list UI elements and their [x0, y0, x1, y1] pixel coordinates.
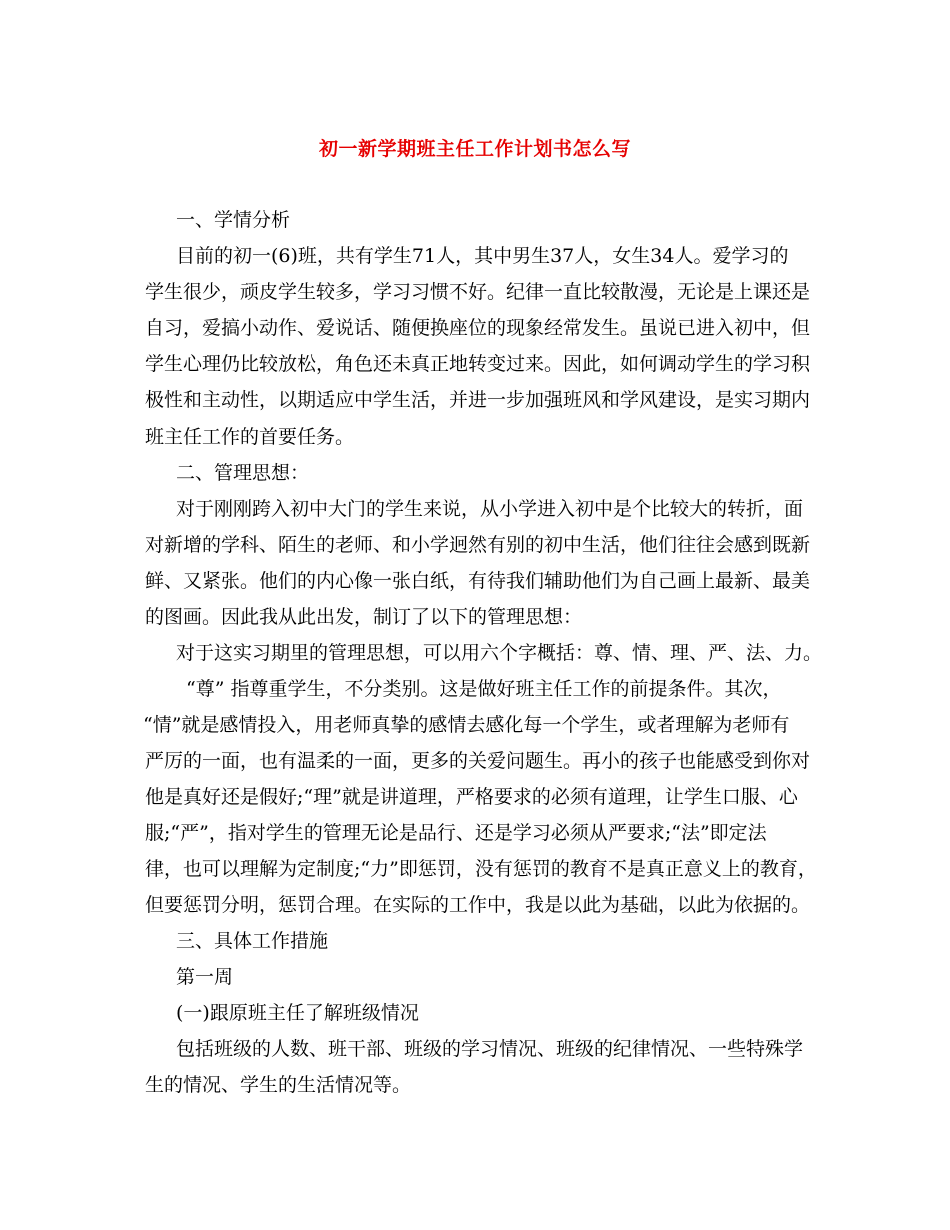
paragraph-line: 鲜、又紧张。他们的内心像一张白纸，有待我们辅助他们为自己画上最新、最美	[145, 570, 811, 592]
paragraph-line: 生的情况、学生的生活情况等。	[145, 1074, 412, 1096]
paragraph-line: “情”就是感情投入，用老师真挚的感情去感化每一个学生，或者理解为老师有	[143, 714, 790, 736]
paragraph-line: “尊” 指尊重学生，不分类别。这是做好班主任工作的前提条件。其次，	[186, 678, 782, 700]
subheading-item: (一)跟原班主任了解班级情况	[176, 1002, 419, 1024]
section-heading-1: 一、学情分析	[176, 209, 291, 231]
paragraph-line: 服;“严”，指对学生的管理无论是品行、还是学习必须从严要求;“法”即定法	[145, 822, 767, 844]
paragraph-line: 学生心理仍比较放松，角色还未真正地转变过来。因此，如何调动学生的学习积	[145, 353, 811, 375]
paragraph-line: 对新增的学科、陌生的老师、和小学迥然有别的初中生活，他们往往会感到既新	[145, 534, 811, 556]
paragraph-line: 目前的初一(6)班，共有学生71人，其中男生37人，女生34人。爱学习的	[176, 245, 789, 267]
paragraph-line: 学生很少，顽皮学生较多，学习习惯不好。纪律一直比较散漫，无论是上课还是	[145, 281, 811, 303]
paragraph-line: 的图画。因此我从此出发，制订了以下的管理思想：	[145, 606, 583, 628]
paragraph-line: 但要惩罚分明，惩罚合理。在实际的工作中，我是以此为基础，以此为依据的。	[145, 894, 811, 916]
paragraph-line: 对于刚刚跨入初中大门的学生来说，从小学进入初中是个比较大的转折，面	[176, 498, 804, 520]
paragraph-line: 律，也可以理解为定制度;“力”即惩罚，没有惩罚的教育不是真正意义上的教育，	[145, 858, 817, 880]
paragraph-line: 极性和主动性，以期适应中学生活，并进一步加强班风和学风建设，是实习期内	[145, 389, 811, 411]
section-heading-3: 三、具体工作措施	[176, 930, 329, 952]
document-title: 初一新学期班主任工作计划书怎么写	[318, 138, 631, 160]
paragraph-line: 包括班级的人数、班干部、班级的学习情况、班级的纪律情况、一些特殊学	[176, 1038, 804, 1060]
paragraph-line: 他是真好还是假好;“理”就是讲道理，严格要求的必须有道理，让学生口服、心	[145, 786, 798, 808]
paragraph-line: 班主任工作的首要任务。	[145, 426, 355, 448]
paragraph-line: 自习，爱搞小动作、爱说话、随便换座位的现象经常发生。虽说已进入初中，但	[145, 317, 811, 339]
subheading-week: 第一周	[176, 966, 234, 988]
section-heading-2: 二、管理思想：	[176, 462, 310, 484]
paragraph-line: 严厉的一面，也有温柔的一面，更多的关爱问题生。再小的孩子也能感受到你对	[145, 750, 811, 772]
paragraph-line: 对于这实习期里的管理思想，可以用六个字概括：尊、情、理、严、法、力。	[176, 642, 823, 664]
